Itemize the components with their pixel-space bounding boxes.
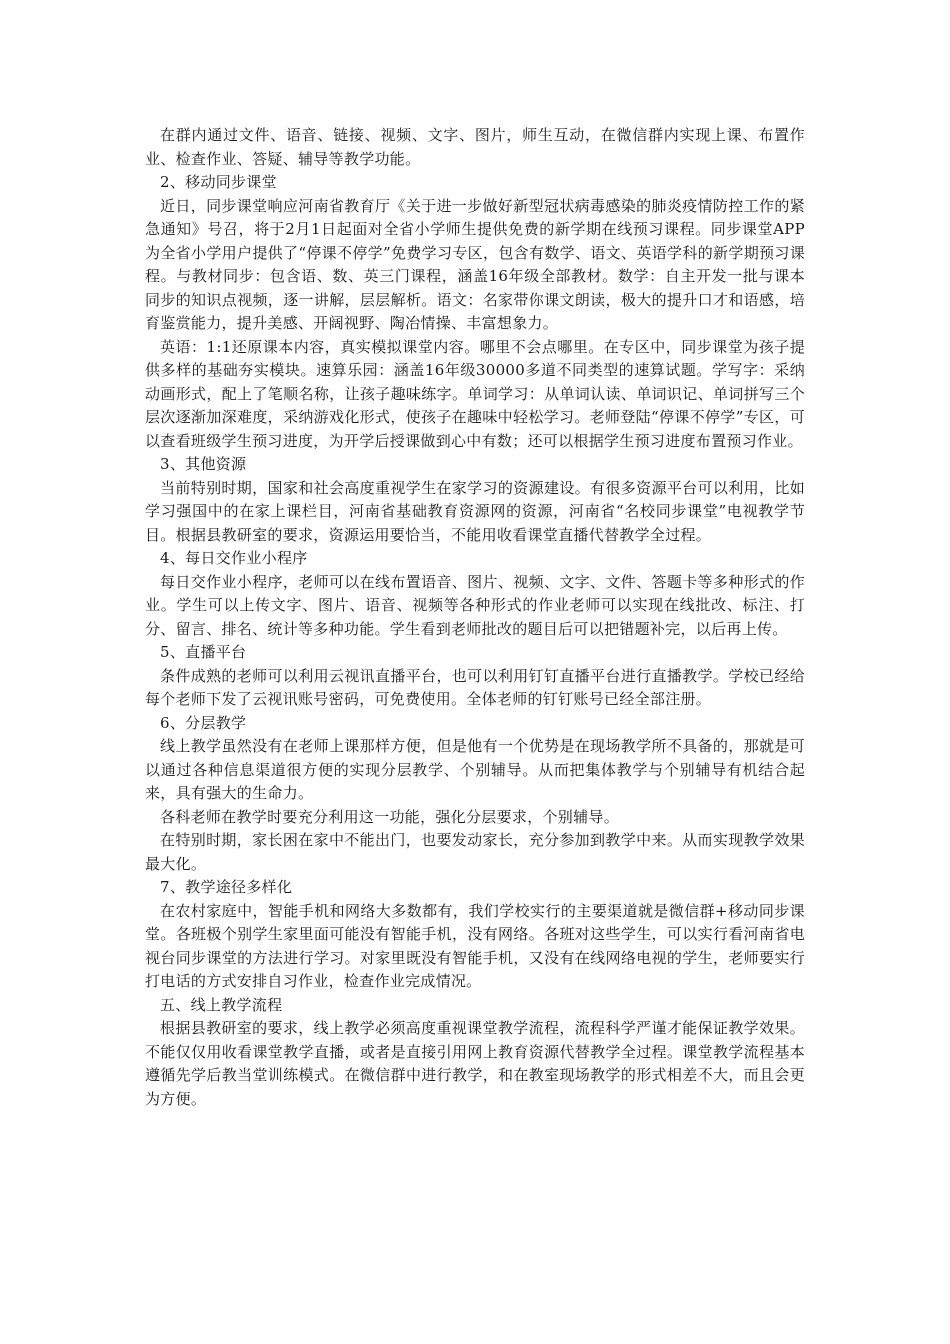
- paragraph: 在特别时期，家长困在家中不能出门，也要发动家长，充分参加到教学中来。从而实现教学效果最大化。: [145, 831, 805, 873]
- document-body: [145, 124, 805, 1111]
- paragraph: 条件成熟的老师可以利用云视讯直播平台，也可以利用钉钉直播平台进行直播教学。学校已经给每个老师下发了云视讯账号密码，可免费使用。全体老师的钉钉账号已经全部注册。: [145, 666, 805, 708]
- section-heading: 6、分层教学: [160, 713, 247, 732]
- paragraph: 每日交作业小程序，老师可以在线布置语音、图片、视频、文字、文件、答题卡等多种形式的作业。学生可以上传文字、图片、语音、视频等各种形式的作业老师可以实现在线批改、标注、打分、留言、排名、统计等多种功能。学生看到老师批改的题目后可以把错题补完，以后再上传。: [145, 572, 805, 638]
- paragraph: 线上教学虽然没有在老师上课那样方便，但是他有一个优势是在现场教学所不具备的，那就是可以通过各种信息渠道很方便的实现分层教学、个别辅导。从而把集体教学与个别辅导有机结合起来，具有强大的生命力。: [145, 737, 805, 802]
- section-heading: 2、移动同步课堂: [160, 173, 277, 191]
- paragraph: 在农村家庭中，智能手机和网络大多数都有，我们学校实行的主要渠道就是微信群+移动同步课堂。各班极个别学生家里面可能没有智能手机，没有网络。各班对这些学生，可以实行看河南省电视台同步课堂的方法进行学习。对家里既没有智能手机，又没有在线网络电视的学生，老师要实行打电话的方式安排自习作业，检查作业完成情况。: [145, 901, 805, 990]
- paragraph: 在群内通过文件、语音、链接、视频、文字、图片，师生互动，在微信群内实现上课、布置作业、检查作业、答疑、辅导等教学功能。: [145, 126, 805, 168]
- paragraph: 英语：1:1还原课本内容，真实模拟课堂内容。哪里不会点哪里。在专区中，同步课堂为孩子提供多样的基础夯实模块。速算乐园：涵盖16年级30000多道不同类型的速算试题。学写字：采纳动画形式，配上了笔顺名称，让孩子趣味练字。单词学习：从单词认读、单词识记、单词拼写三个层次逐渐加深难度，采纳游戏化形式，使孩子在趣味中轻松学习。老师登陆“停课不停学”专区，可以查看班级学生预习进度，为开学后授课做到心中有数；还可以根据学生预习进度布置预习作业。: [145, 337, 805, 450]
- section-heading: 五、线上教学流程: [160, 995, 283, 1014]
- section-heading: 7、教学途径多样化: [160, 878, 293, 896]
- section-heading: 5、直播平台: [160, 643, 247, 661]
- paragraph: 根据县教研室的要求，线上教学必须高度重视课堂教学流程，流程科学严谨才能保证教学效果。不能仅仅用收看课堂教学直播，或者是直接引用网上教育资源代替教学全过程。课堂教学流程基本遵循先学后教当堂训练模式。在微信群中进行教学，和在教室现场教学的形式相差不大，而且会更为方便。: [145, 1019, 805, 1108]
- paragraph: 当前特别时期，国家和社会高度重视学生在家学习的资源建设。有很多资源平台可以利用，比如学习强国中的在家上课栏目，河南省基础教育资源网的资源，河南省“名校同步课堂”电视教学节目。根据县教研室的要求，资源运用要恰当，不能用收看课堂直播代替教学全过程。: [145, 478, 805, 544]
- paragraph: 近日，同步课堂响应河南省教育厅《关于进一步做好新型冠状病毒感染的肺炎疫情防控工作的紧急通知》号召，将于2月1日起面对全省小学师生提供免费的新学期在线预习课程。同步课堂APP为全省小学用户提供了“停课不停学”免费学习专区，包含有数学、语文、英语学科的新学期预习课程。与教材同步：包含语、数、英三门课程，涵盖16年级全部教材。数学：自主开发一批与课本同步的知识点视频，逐一讲解，层层解析。语文：名家带你课文朗读，极大的提升口才和语感，培育鉴赏能力，提升美感、开阔视野、陶冶情操、丰富想象力。: [145, 196, 805, 332]
- paragraph: 各科老师在教学时要充分利用这一功能，强化分层要求，个别辅导。: [160, 807, 620, 826]
- section-heading: 3、其他资源: [160, 455, 247, 473]
- section-heading: 4、每日交作业小程序: [160, 549, 308, 567]
